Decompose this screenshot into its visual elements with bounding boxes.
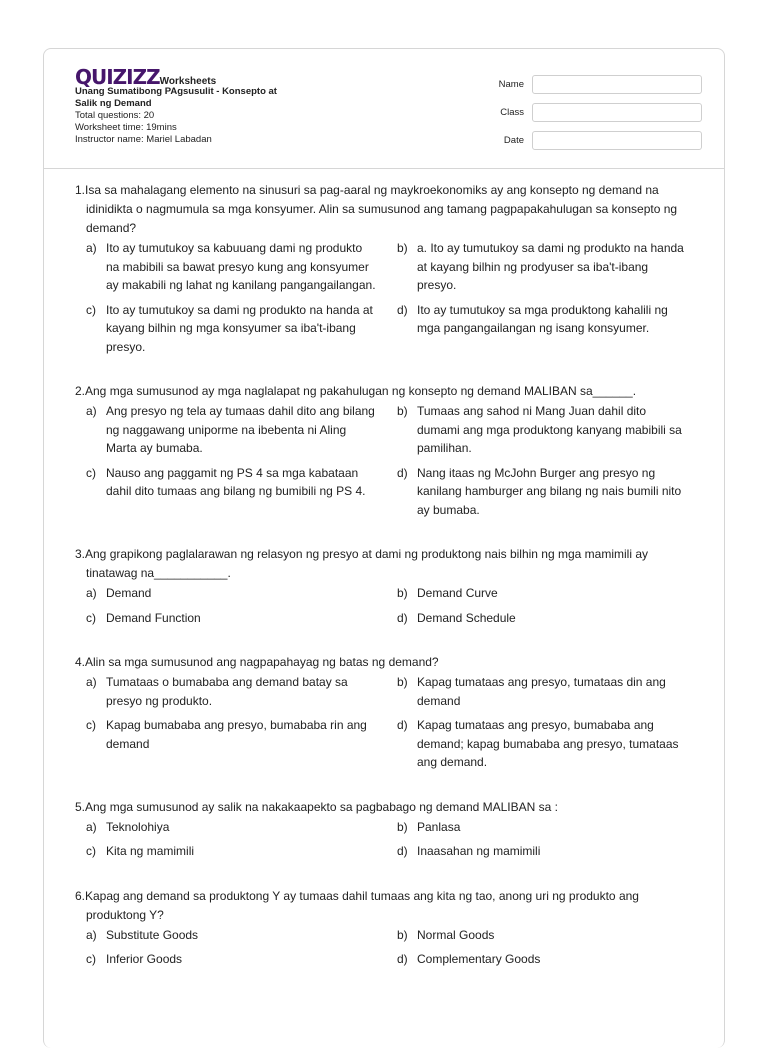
option-text: Substitute Goods (106, 927, 199, 942)
option-d[interactable] (386, 609, 695, 628)
option-text: Kita ng mamimili (106, 844, 195, 858)
worksheet-page (43, 48, 725, 1048)
option-text: Demand Curve (417, 586, 498, 600)
quizizz-logo: QUIZIZZ (75, 65, 160, 89)
option-letter: c) (86, 844, 96, 858)
option-text: Ito ay tumutukoy sa kabuuang dami ng produkto na mabibili sa bawat presyo kung ang konsyumer ay makabili ng lahat ng kanilang pangangailangan. (106, 241, 376, 292)
option-letter: c) (86, 952, 96, 966)
name-label: Name (498, 78, 524, 90)
option-a[interactable] (75, 926, 384, 945)
question-text: 6.Kapag ang demand sa produktong Y ay tumaas dahil tumaas ang kita ng tao, anong uri ng produkto ang produktong Y? (75, 888, 639, 922)
option-b[interactable] (386, 402, 695, 458)
option-text: Tumaas ang sahod ni Mang Juan dahil dito dumami ang mga produktong kanyang mabibili sa pamilihan. (417, 404, 682, 455)
option-letter: a) (86, 819, 97, 834)
question-2 (75, 382, 695, 519)
option-text: Ito ay tumutukoy sa mga produktong kahalili ng mga pangangailangan ng isang konsyumer. (417, 302, 668, 335)
class-label: Class (500, 106, 524, 118)
option-d[interactable] (386, 842, 695, 861)
option-a[interactable] (75, 584, 384, 603)
option-text: Demand Schedule (417, 610, 516, 625)
option-d[interactable] (386, 950, 695, 969)
option-text: Nauso ang paggamit ng PS 4 sa mga kabataan dahil dito tumaas ang bilang ng bumibili ng PS 4. (106, 465, 366, 498)
option-text: Nang itaas ng McJohn Burger ang presyo ng kanilang hamburger ang bilang ng nais bumili nito ay bumaba. (417, 465, 682, 517)
option-b[interactable] (386, 818, 695, 837)
option-text: Teknolohiya (106, 819, 170, 834)
option-a[interactable] (75, 673, 384, 710)
option-text: Demand (106, 586, 152, 600)
option-letter: d) (397, 844, 408, 858)
options-grid (75, 402, 695, 519)
option-letter: a) (86, 404, 97, 418)
option-letter: c) (86, 610, 96, 625)
options-grid (75, 239, 695, 356)
total-questions: Total questions: 20 (75, 110, 155, 121)
option-letter: c) (86, 302, 96, 317)
option-text: Inaasahan ng mamimili (417, 844, 541, 858)
option-c[interactable] (75, 301, 384, 357)
question-list (75, 181, 695, 995)
option-text: a. Ito ay tumutukoy sa dami ng produkto na handa at kayang bilhin ng prodyuser sa iba't-ibang presyo. (417, 241, 684, 292)
option-text: Kapag tumataas ang presyo, tumataas din ang demand (417, 675, 666, 708)
option-text: Complementary Goods (417, 952, 541, 966)
option-b[interactable] (386, 239, 695, 295)
option-text: Ang presyo ng tela ay tumaas dahil dito ang bilang ng naggawang uniporme na ibebenta ni Aling Marta ay bumaba. (106, 404, 375, 455)
option-letter: a) (86, 927, 97, 942)
question-text: 1.Isa sa mahalagang elemento na sinusuri sa pag-aaral ng maykroekonomiks ay ang konsepto ng demand na idinidikta o nagmumula sa mga konsyumer. Alin sa sumusunod ang tamang pagpapakahulugan sa konsepto ng demand? (75, 183, 678, 235)
options-grid (75, 926, 695, 969)
class-field[interactable] (532, 103, 702, 122)
option-a[interactable] (75, 239, 384, 295)
option-text: Kapag bumababa ang presyo, bumababa rin ang demand (106, 718, 367, 751)
option-letter: c) (86, 465, 96, 480)
option-d[interactable] (386, 464, 695, 520)
options-grid (75, 818, 695, 861)
option-d[interactable] (386, 716, 695, 772)
option-letter: a) (86, 586, 97, 600)
option-c[interactable] (75, 842, 384, 861)
option-letter: b) (397, 404, 408, 418)
option-b[interactable] (386, 584, 695, 603)
option-letter: b) (397, 819, 408, 834)
worksheet-time: Worksheet time: 19mins (75, 122, 177, 133)
option-letter: d) (397, 610, 408, 625)
option-letter: d) (397, 302, 408, 317)
instructor-name: Instructor name: Mariel Labadan (75, 134, 212, 145)
option-text: Ito ay tumutukoy sa dami ng produkto na handa at kayang bilhin ng mga konsyumer sa iba't-ibang presyo. (106, 302, 373, 354)
option-d[interactable] (386, 301, 695, 357)
options-grid (75, 584, 695, 627)
question-text: 5.Ang mga sumusunod ay salik na nakakaapekto sa pagbabago ng demand MALIBAN sa : (75, 799, 558, 814)
question-text: 3.Ang grapikong paglalarawan ng relasyon ng presyo at dami ng produktong nais bilhin ng mga mamimili ay tinatawag na___________. (75, 547, 648, 580)
date-field[interactable] (532, 131, 702, 150)
question-text: 2.Ang mga sumusunod ay mga naglalapat ng pakahulugan ng konsepto ng demand MALIBAN sa______. (75, 384, 637, 398)
class-field-row (484, 98, 702, 126)
option-letter: b) (397, 927, 408, 942)
option-c[interactable] (75, 716, 384, 772)
option-text: Kapag tumataas ang presyo, bumababa ang demand; kapag bumababa ang presyo, tumataas ang demand. (417, 718, 679, 769)
option-letter: c) (86, 718, 96, 732)
option-letter: b) (397, 586, 408, 600)
option-a[interactable] (75, 818, 384, 837)
option-a[interactable] (75, 402, 384, 458)
option-b[interactable] (386, 926, 695, 945)
option-letter: b) (397, 241, 408, 255)
option-letter: d) (397, 465, 408, 480)
worksheet-meta (75, 86, 295, 146)
option-letter: d) (397, 952, 408, 966)
option-text: Normal Goods (417, 927, 495, 942)
option-text: Tumataas o bumababa ang demand batay sa presyo ng produkto. (106, 675, 348, 708)
option-c[interactable] (75, 609, 384, 628)
option-letter: b) (397, 675, 408, 689)
question-6 (75, 887, 695, 969)
option-b[interactable] (386, 673, 695, 710)
date-field-row (484, 126, 702, 154)
student-fields (484, 70, 702, 154)
question-text: 4.Alin sa mga sumusunod ang nagpapahayag ng batas ng demand? (75, 655, 439, 669)
option-letter: a) (86, 241, 97, 255)
question-1 (75, 181, 695, 356)
name-field[interactable] (532, 75, 702, 94)
option-text: Panlasa (417, 819, 461, 834)
name-field-row (484, 70, 702, 98)
worksheet-title: Unang Sumatibong PAgsusulit - Konsepto at Salik ng Demand (75, 86, 277, 109)
logo-subtitle: Worksheets (159, 76, 217, 87)
worksheet-header (44, 49, 724, 169)
options-grid (75, 673, 695, 772)
option-letter: a) (86, 675, 97, 689)
date-label: Date (503, 134, 524, 146)
question-3 (75, 545, 695, 627)
question-5 (75, 798, 695, 861)
option-letter: d) (397, 718, 408, 732)
option-c[interactable] (75, 464, 384, 520)
option-c[interactable] (75, 950, 384, 969)
question-4 (75, 653, 695, 772)
option-text: Inferior Goods (106, 952, 183, 966)
option-text: Demand Function (106, 610, 201, 625)
